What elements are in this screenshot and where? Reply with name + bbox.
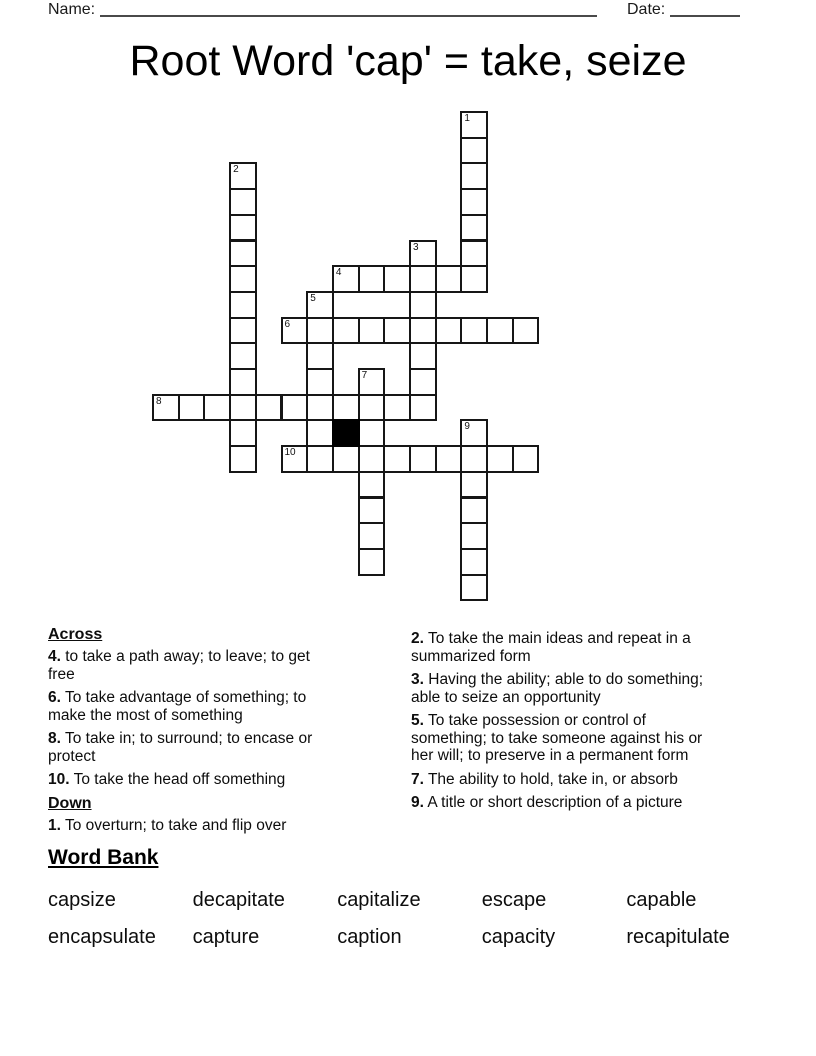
grid-cell [435, 317, 463, 345]
clue-8: 8. To take in; to surround; to encase or protect [48, 730, 313, 765]
grid-cell [229, 394, 257, 422]
grid-cell [306, 419, 334, 447]
grid-cell [435, 265, 463, 293]
clue-5: 5. To take possession or control of something; to take someone against his or her will; to preserve in a permanent form [411, 712, 703, 764]
grid-cell [383, 265, 411, 293]
grid-cell [306, 445, 334, 473]
grid-cell [409, 445, 437, 473]
grid-cell [358, 317, 386, 345]
word-bank-word: recapitulate [626, 926, 730, 948]
grid-cell [306, 317, 334, 345]
word-bank-word: capture [192, 926, 260, 948]
word-bank-word: capsize [48, 889, 116, 911]
crossword-grid [152, 111, 540, 602]
clue-3: 3. Having the ability; able to do something; able to seize an opportunity [411, 671, 704, 706]
grid-cell [229, 342, 257, 370]
grid-cell [229, 214, 257, 242]
grid-cell [358, 445, 386, 473]
grid-cell [409, 291, 437, 319]
grid-cell [358, 497, 386, 525]
grid-cell [486, 317, 514, 345]
clue-section-heading: Down [48, 794, 92, 812]
cell-number: 2 [233, 164, 239, 176]
grid-cell [460, 240, 488, 268]
grid-cell [460, 162, 488, 190]
grid-cell [281, 394, 309, 422]
grid-cell [358, 522, 386, 550]
grid-cell [460, 137, 488, 165]
grid-cell [358, 368, 386, 396]
word-bank-words [48, 882, 771, 956]
cell-number: 1 [464, 113, 470, 124]
cell-number: 9 [464, 421, 470, 433]
word-bank-heading: Word Bank [48, 846, 159, 869]
clue-9: 9. A title or short description of a picture [411, 794, 683, 811]
grid-cell [332, 265, 360, 293]
grid-cell [229, 419, 257, 447]
grid-cell [229, 317, 257, 345]
grid-cell [460, 548, 488, 576]
grid-cell [460, 265, 488, 293]
date-blank-line [670, 3, 740, 17]
grid-cell [460, 317, 488, 345]
grid-cell [460, 574, 488, 602]
grid-cell [409, 240, 437, 268]
grid-cell [383, 394, 411, 422]
grid-cell [409, 368, 437, 396]
clue-number: 10. [48, 771, 70, 788]
word-bank-word: capitalize [337, 889, 421, 911]
grid-cell [409, 394, 437, 422]
black-cell [332, 419, 360, 447]
clue-number: 9. [411, 794, 424, 811]
grid-cell [358, 471, 386, 499]
word-bank-word: caption [337, 926, 402, 948]
name-label: Name: [48, 1, 96, 18]
grid-cell [460, 445, 488, 473]
grid-cell [460, 214, 488, 242]
word-bank-word: capacity [481, 926, 556, 948]
grid-cell [281, 317, 309, 345]
word-bank-word: encapsulate [48, 926, 156, 948]
cell-number: 8 [156, 395, 162, 407]
word-bank-word: escape [481, 889, 547, 911]
clue-number: 5. [411, 712, 424, 729]
clue-number: 4. [48, 648, 61, 665]
grid-cell [229, 240, 257, 268]
grid-cell [435, 445, 463, 473]
cell-number: 7 [361, 370, 368, 381]
grid-cell [178, 394, 206, 422]
grid-cell [332, 394, 360, 422]
grid-cell [460, 419, 488, 447]
grid-cell [358, 265, 386, 293]
clue-6: 6. To take advantage of something; to make the most of something [48, 689, 307, 724]
clues-right-column [411, 630, 716, 818]
grid-cell [460, 522, 488, 550]
grid-cell [306, 291, 334, 319]
word-bank-word: decapitate [192, 889, 285, 911]
clue-1: 1. To overturn; to take and flip over [48, 816, 287, 834]
grid-cell [460, 111, 488, 139]
clue-2: 2. To take the main ideas and repeat in a summarized form [411, 630, 691, 665]
clue-4: 4. to take a path away; to leave; to get free [48, 648, 310, 683]
grid-cell [409, 265, 437, 293]
clue-section-heading: Across [48, 626, 103, 643]
clue-7: 7. The ability to hold, take in, or absorb [411, 770, 678, 788]
grid-cell [512, 317, 540, 345]
grid-cell [512, 445, 540, 473]
grid-cell [409, 342, 437, 370]
cell-number: 10 [284, 447, 296, 459]
cell-number: 3 [413, 241, 419, 253]
grid-cell [255, 394, 283, 422]
grid-cell [229, 162, 257, 190]
clue-number: 1. [48, 816, 61, 834]
grid-cell [229, 188, 257, 216]
grid-cell [306, 394, 334, 422]
cell-number: 4 [335, 267, 342, 279]
clues-left-column [48, 626, 338, 840]
clue-number: 6. [48, 689, 61, 706]
grid-cell [358, 548, 386, 576]
clue-number: 8. [48, 730, 61, 747]
grid-cell [229, 291, 257, 319]
date-label: Date: [627, 1, 666, 18]
grid-cell [460, 497, 488, 525]
grid-cell [332, 445, 360, 473]
grid-cell [383, 317, 411, 345]
grid-cell [306, 342, 334, 370]
grid-cell [281, 445, 309, 473]
grid-cell [383, 445, 411, 473]
clue-number: 3. [411, 671, 424, 688]
word-bank-word: capable [626, 889, 697, 911]
grid-cell [229, 265, 257, 293]
grid-cell [409, 317, 437, 345]
grid-cell [229, 445, 257, 473]
cell-number: 5 [310, 292, 316, 304]
grid-cell [460, 471, 488, 499]
grid-cell [486, 445, 514, 473]
clue-number: 2. [411, 630, 424, 647]
clue-10: 10. To take the head off something [48, 771, 286, 788]
grid-cell [229, 368, 257, 396]
grid-cell [332, 317, 360, 345]
clue-number: 7. [411, 770, 424, 788]
grid-cell [306, 368, 334, 396]
name-blank-line [100, 3, 597, 17]
grid-cell [358, 394, 386, 422]
grid-cell [358, 419, 386, 447]
cell-number: 6 [284, 318, 291, 330]
page-title: Root Word 'cap' = take, seize [129, 37, 687, 85]
grid-cell [152, 394, 180, 422]
grid-cell [203, 394, 231, 422]
grid-cell [460, 188, 488, 216]
